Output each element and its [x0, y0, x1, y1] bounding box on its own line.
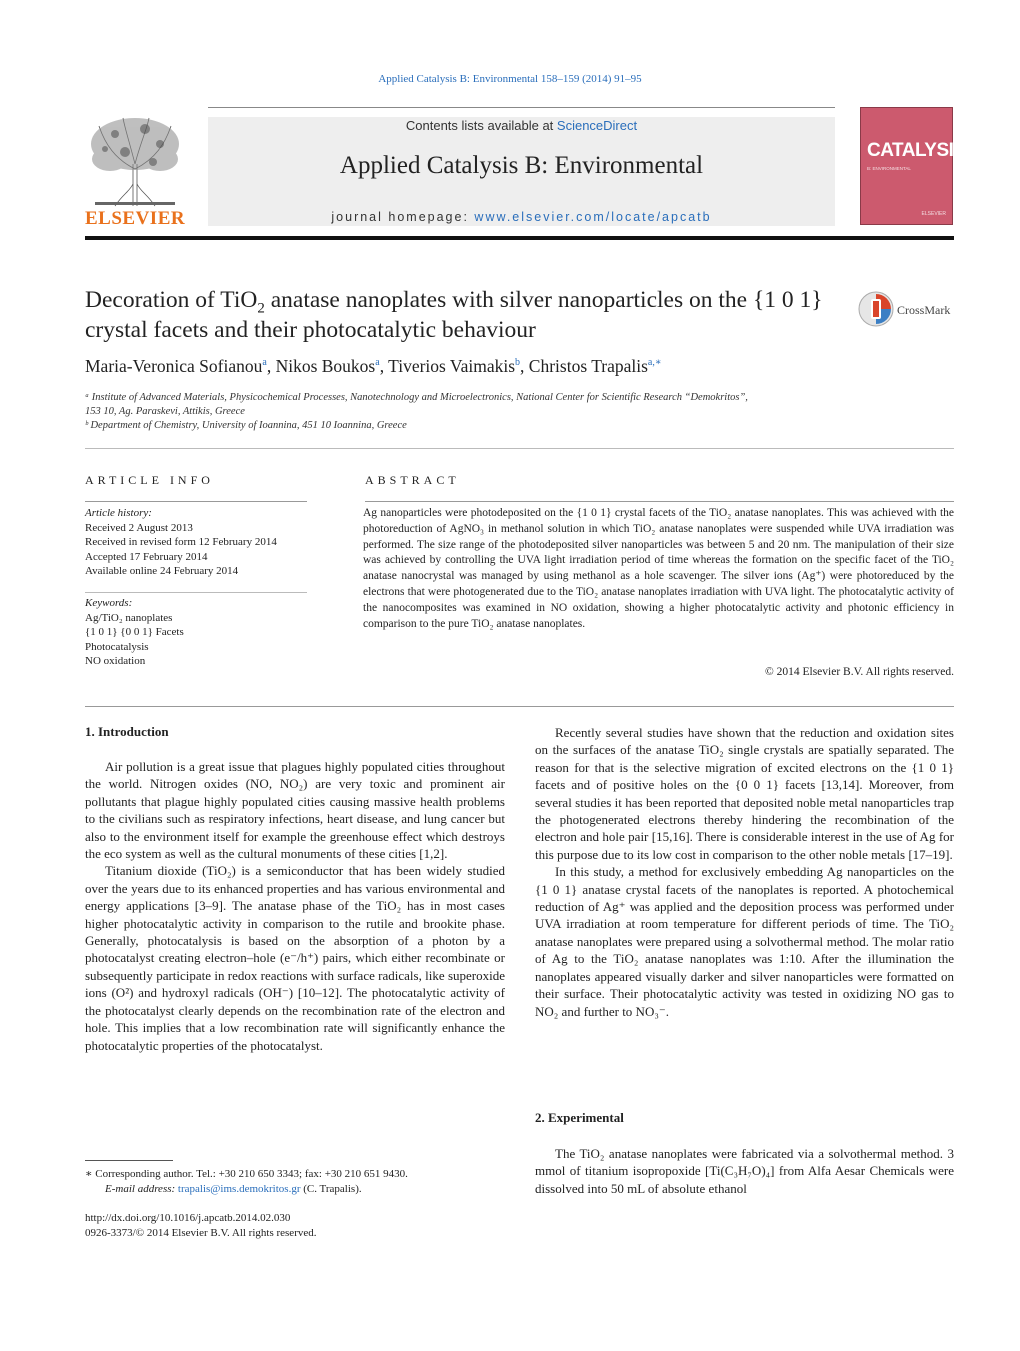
doi-link[interactable]: http://dx.doi.org/10.1016/j.apcatb.2014.02.030: [85, 1212, 291, 1224]
elsevier-logo[interactable]: [85, 114, 185, 230]
author-list: Maria-Veronica Sofianou$^a$, Nikos Boukos$^a$, Tiverios Vaimakis$^b$, Christos Trapalis$^{a,∗}$: [85, 356, 662, 376]
email-suffix: (C. Trapalis).: [300, 1183, 362, 1195]
crossmark-label: CrossMark: [897, 303, 951, 317]
email-note: [85, 1182, 525, 1197]
header-rule: [208, 107, 835, 108]
tree-icon: [85, 114, 185, 210]
history-item: Received in revised form 12 February 2014: [85, 536, 277, 548]
keyword: Ag/TiO₂ nanoplates: [85, 611, 173, 624]
article-title: Decoration of TiO$_2$ anatase nanoplates with silver nanoparticles on the {1 0 1} crystal facets and their photocatalytic behaviour: [85, 287, 823, 343]
author-affiliation-mark[interactable]: a: [262, 357, 267, 369]
footnote-rule: [85, 1160, 173, 1161]
affiliation-rule: [85, 448, 954, 449]
cover-subtitle: B: ENVIRONMENTAL: [867, 166, 911, 171]
issn-line: 0926-3373/© 2014 Elsevier B.V. All rights reserved.: [85, 1227, 317, 1239]
homepage-prefix: journal homepage:: [331, 210, 475, 224]
keyword: Photocatalysis: [85, 640, 149, 653]
history-label: Article history:: [85, 507, 152, 519]
body-column-right: [535, 724, 954, 1020]
affiliation-a: ᵃ Institute of Advanced Materials, Physicochemical Processes, Nanotechnology and Microelectronics, National Center for Scientific Research “Demokritos”,: [85, 392, 748, 403]
keywords-label: Keywords:: [85, 597, 133, 609]
history-item: Accepted 17 February 2014: [85, 550, 208, 563]
journal-cover-thumbnail[interactable]: [860, 107, 966, 225]
journal-title: Applied Catalysis B: Environmental: [339, 152, 704, 179]
keyword: {1 0 1} {0 0 1} Facets: [85, 626, 184, 638]
section-heading-experimental: 2. Experimental: [535, 1110, 624, 1125]
author-affiliation-mark[interactable]: a: [375, 357, 380, 369]
header-thick-rule: [85, 236, 954, 240]
contents-prefix: Contents lists available at: [405, 118, 557, 133]
homepage-link[interactable]: www.elsevier.com/locate/apcatb: [474, 210, 712, 224]
keyword: NO oxidation: [85, 655, 146, 667]
crossmark-badge[interactable]: [857, 290, 957, 330]
paragraph: Recently several studies have shown that the reduction and oxidation sites on the surfaces of the anatase TiO₂ single crystals are spatially separated. The reason for that is the selective migration of excited electrons on the {1 0 1} facets and of positive holes on the {0 0 1} facets [13,14]. Moreover, from several studies it has been reported that deposited noble metal nanoparticles trap the photogenerated electrons thereby hindering the recombination of the electron and hole pair [15,16]. There is considerable interest in the use of Ag for this purpose due to its low cost in comparison to the other noble metals [17–19].: [535, 725, 954, 862]
article-info-heading: ARTICLE INFO: [85, 473, 214, 487]
email-label: E-mail address:: [105, 1183, 178, 1195]
cover-publisher: ELSEVIER: [921, 211, 946, 217]
logo-wordmark: ELSEVIER: [85, 208, 186, 229]
history-item: Available online 24 February 2014: [85, 565, 239, 577]
keywords-block: [85, 596, 307, 669]
contents-line: [208, 118, 835, 133]
body-column-left: [85, 758, 505, 1054]
corresponding-author-note: ∗ Corresponding author. Tel.: +30 210 650 3343; fax: +30 210 651 9430.: [85, 1168, 408, 1180]
email-link[interactable]: trapalis@ims.demokritos.gr: [177, 1183, 301, 1195]
paragraph: The TiO₂ anatase nanoplates were fabricated via a solvothermal method. 3 mmol of titanium isopropoxide [Ti(C₃H₇O)₄] from Alfa Aesar Chemicals were dissolved into 50 mL of absolute ethanol: [535, 1146, 954, 1196]
journal-homepage: [208, 210, 835, 224]
author-name[interactable]: Maria-Veronica Sofianou: [85, 356, 263, 376]
section-heading-introduction: 1. Introduction: [85, 724, 169, 739]
affiliation-a-address: 153 10, Ag. Paraskevi, Attikis, Greece: [85, 406, 245, 417]
cover-title: CATALYSIS: [867, 140, 966, 161]
body-rule: [85, 706, 954, 707]
history-item: Received 2 August 2013: [85, 521, 193, 534]
paragraph: In this study, a method for exclusively embedding Ag nanoparticles on the {1 0 1} anatase crystal facets of the nanoplates is reported. A photochemical reduction of Ag⁺ was applied and the deposition process was performed under UVA irradiation at room temperature for different periods of time. The TiO₂ anatase nanoplates were prepared using a solvothermal method. The molar ratio of Ag to the TiO₂ anatase nanoplates was 1:10. After the illumination the nanoplates appeared visually darker and silver nanoparticles were formatted on their surface. Their photocatalytic activity was tested in oxidizing NO gas to NO₂ and further to NO₃⁻.: [535, 864, 954, 1019]
article-history: [85, 506, 307, 579]
journal-reference-link[interactable]: Applied Catalysis B: Environmental 158–159 (2014) 91–95: [378, 73, 642, 85]
keywords-rule: [85, 592, 307, 593]
paragraph: Titanium dioxide (TiO₂) is a semiconductor that has been widely studied over the years due to its enhanced properties and has various environmental and energy applications [3–9]. The anatase phase of the TiO₂ has in most cases higher photocatalytic activity in comparison to the rutile and brookite phase. Generally, photocatalysis is based on the absorption of a photon by a photocatalyst creating electron–hole (e⁻/h⁺) pairs, which either recombinate or subsequently participate in redox reactions with surface radicals, like superoxide ions (O²) and hydroxyl radicals (OH⁻) [10–12]. The photocatalytic activity of the photocatalyst clearly depends on the recombination rate of the electron and hole. This implies that a low recombination rate will significantly enhance the photocatalytic properties of the photocatalyst.: [85, 863, 505, 1053]
author-name[interactable]: Nikos Boukos: [275, 356, 376, 376]
affiliation-b: ᵇ Department of Chemistry, University of Ioannina, 451 10 Ioannina, Greece: [85, 420, 407, 431]
abstract-text: Ag nanoparticles were photodeposited on the {1 0 1} crystal facets of the TiO₂ anatase nanoplates. This was achieved with the photoreduction of AgNO₃ in methanol solution in which TiO₂ anatase nanoplates were suspended while UVA irradiation was performed. The size range of the photodeposited silver nanoparticles was between 5 and 20 nm. The manipulation of their size was achieved by controlling the UVA light irradiation period of time whereas the formation on the specific facet of the TiO₂ anatase nanocrystal was managed by using methanol as a hole scavenger. The silver ions (Ag⁺) were photoreduced by the electrons that were photogenerated due to the TiO₂ anatase nanoplates irradiation with UVA light. The photocatalytic activity of the nanocomposites was examined in NO oxidation, showing a higher photocatalytic activity and photonic efficiency in comparison to the pure TiO₂ anatase nanoplates.: [363, 507, 954, 630]
body-column-right-experimental: [535, 1145, 954, 1197]
abstract-rule: [365, 501, 954, 502]
abstract-heading: ABSTRACT: [365, 473, 460, 487]
sciencedirect-link[interactable]: ScienceDirect: [556, 118, 638, 133]
author-name[interactable]: Christos Trapalis: [528, 356, 648, 376]
crossmark-icon: [857, 290, 895, 328]
abstract-copyright: © 2014 Elsevier B.V. All rights reserved.: [765, 666, 954, 678]
article-info-rule: [85, 501, 307, 502]
author-affiliation-mark[interactable]: a,∗: [647, 357, 662, 369]
author-name[interactable]: Tiverios Vaimakis: [388, 356, 516, 376]
paragraph: Air pollution is a great issue that plagues highly populated cities throughout the world. Nitrogen oxides (NO, NO₂) are very toxic and prominent air pollutants that plague highly populated cities causing massive health problems to the civilians such as respiratory infections, heart disease, and lung cancer but also to the environment itself for example the greenhouse effect which destroys the eco system as well as the cultural monuments of these cities [1,2].: [85, 759, 505, 862]
author-affiliation-mark[interactable]: b: [515, 357, 521, 369]
